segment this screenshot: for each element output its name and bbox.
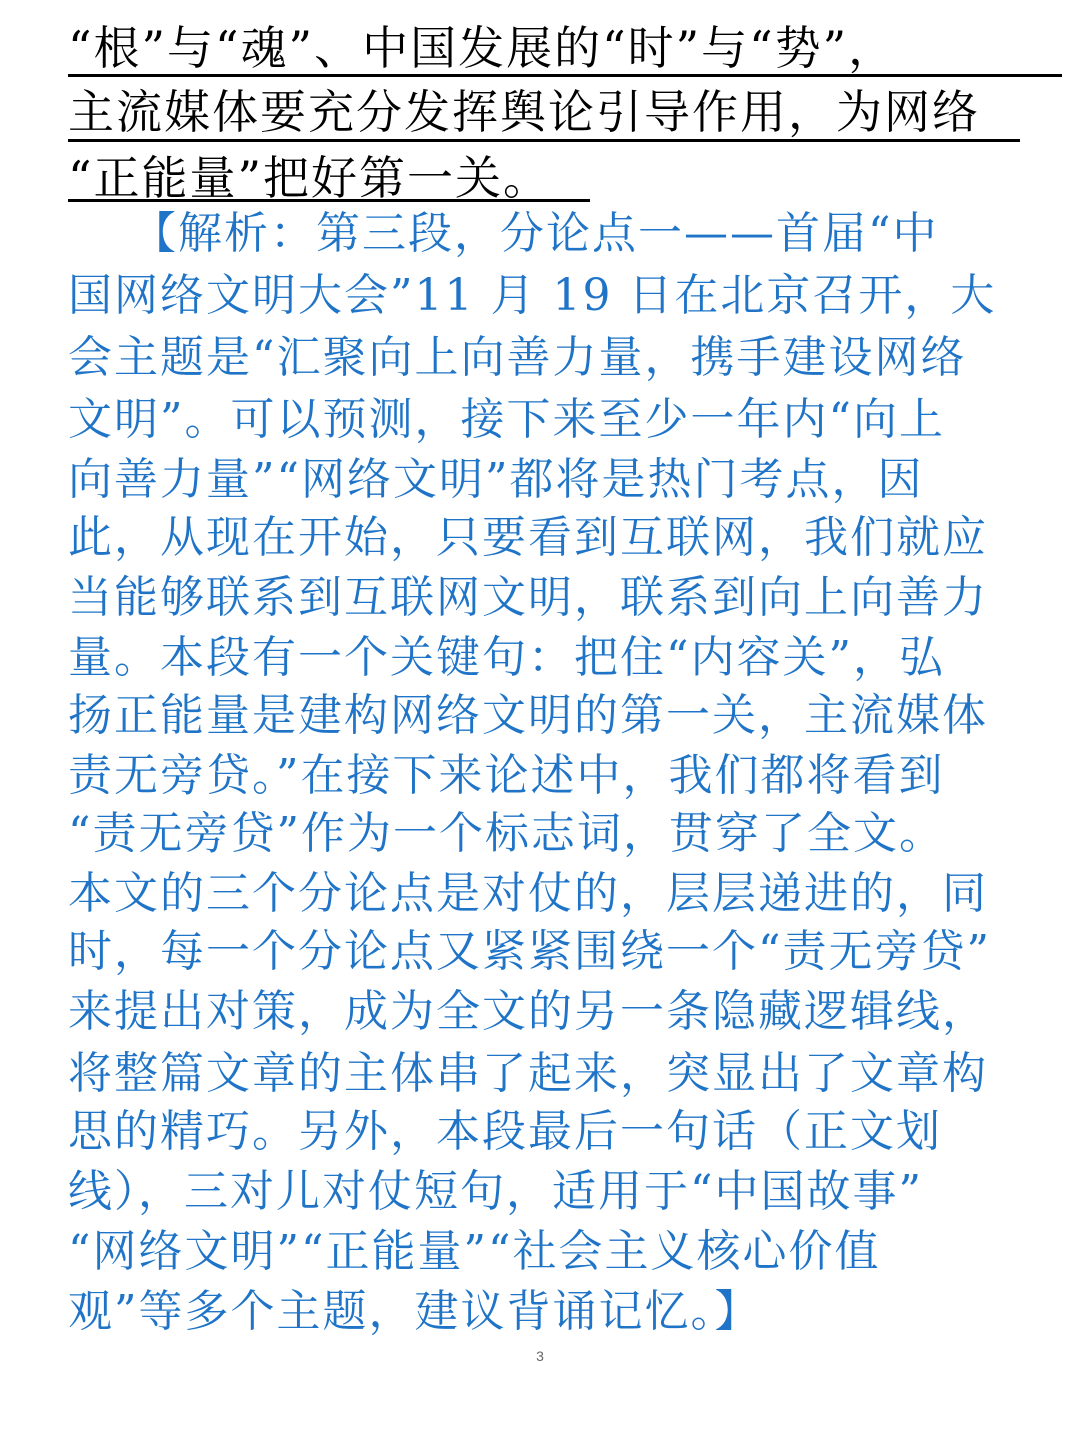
analysis-line-7: 当能够联系到互联网文明，联系到向上向善力: [68, 572, 988, 623]
underlined-text-line-3: “正能量”把好第一关。: [68, 151, 552, 205]
analysis-line-16: 思的精巧。另外，本段最后一句话（正文划: [68, 1106, 942, 1157]
analysis-line-6: 此，从现在开始，只要看到互联网，我们就应: [68, 512, 988, 563]
analysis-line-11: “责无旁贷”作为一个标志词，贯穿了全文。: [68, 808, 945, 859]
analysis-line-18: “网络文明”“正能量”“社会主义核心价值: [68, 1226, 881, 1277]
underline-1: [68, 74, 1062, 77]
analysis-line-4: 文明”。可以预测，接下来至少一年内“向上: [68, 394, 945, 445]
underline-2: [68, 139, 1020, 142]
analysis-line-5: 向善力量”“网络文明”都将是热门考点，因: [68, 454, 924, 505]
underlined-text-line-1: “根”与“魂”、中国发展的“时”与“势”，: [68, 21, 897, 75]
analysis-line-17: 线），三对儿对仗短句，适用于“中国故事”: [68, 1166, 923, 1217]
underlined-text-line-2: 主流媒体要充分发挥舆论引导作用，为网络: [68, 85, 980, 139]
analysis-line-1: 【解析：第三段，分论点一——首届“中: [68, 208, 939, 259]
page-number: 3: [536, 1348, 544, 1364]
analysis-line-10: 责无旁贷。”在接下来论述中，我们都将看到: [68, 750, 945, 801]
analysis-line-19: 观”等多个主题，建议背诵记忆。】: [68, 1286, 761, 1337]
analysis-line-9: 扬正能量是建构网络文明的第一关，主流媒体: [68, 690, 988, 741]
analysis-line-3: 会主题是“汇聚向上向善力量，携手建设网络: [68, 332, 967, 383]
analysis-line-13: 时，每一个分论点又紧紧围绕一个“责无旁贷”: [68, 926, 991, 977]
analysis-line-14: 来提出对策，成为全文的另一条隐藏逻辑线，: [68, 986, 988, 1037]
analysis-line-2: 国网络文明大会”11 月 19 日在北京召开，大: [68, 270, 997, 321]
analysis-line-15: 将整篇文章的主体串了起来，突显出了文章构: [68, 1048, 988, 1099]
analysis-line-8: 量。本段有一个关键句：把住“内容关”，弘: [68, 632, 945, 683]
analysis-line-12: 本文的三个分论点是对仗的，层层递进的，同: [68, 868, 988, 919]
